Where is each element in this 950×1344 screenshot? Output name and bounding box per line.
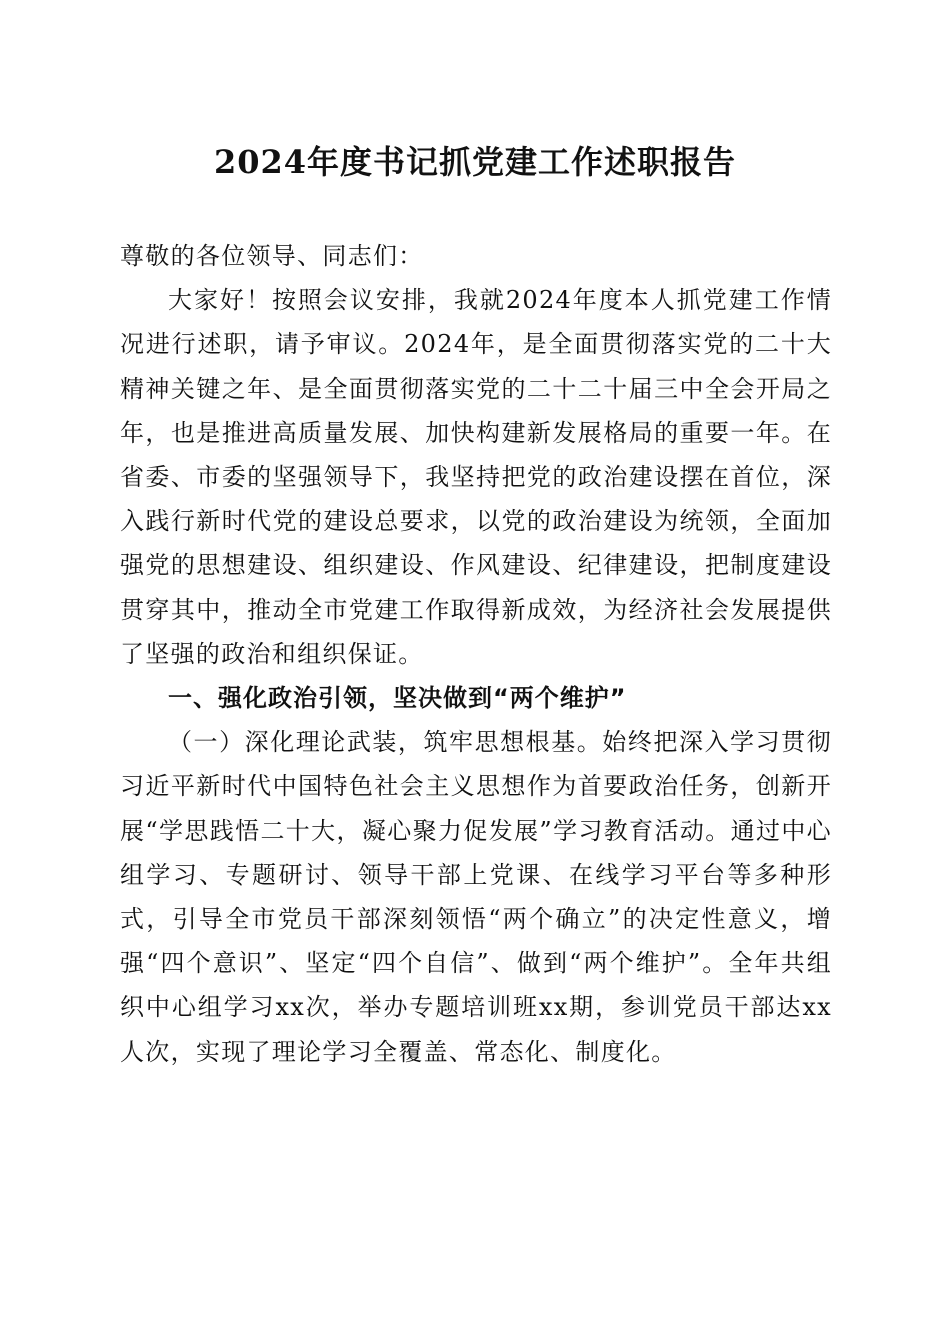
section-heading-1: 一、强化政治引领，坚决做到“两个维护”	[168, 684, 627, 713]
salutation: 尊敬的各位领导、同志们：	[120, 242, 424, 270]
document-title: 2024年度书记抓党建工作述职报告	[213, 143, 737, 181]
document-body	[120, 234, 832, 1074]
section-1-paragraph-1: （一）深化理论武装，筑牢思想根基。始终把深入学习贯彻习近平新时代中国特色社会主义思想作为首要政治任务，创新开展“学思践悟二十大，凝心聚力促发展”学习教育活动。通过中心组学习、专题研讨、领导干部上党课、在线学习平台等多种形式，引导全市党员干部深刻领悟“两个确立”的决定性意义，增强“四个意识”、坚定“四个自信”、做到“两个维护”。全年共组织中心组学习xx次，举办专题培训班xx期，参训党员干部达xx人次，实现了理论学习全覆盖、常态化、制度化。	[120, 728, 832, 1066]
intro-paragraph: 大家好！按照会议安排，我就2024年度本人抓党建工作情况进行述职，请予审议。2024年，是全面贯彻落实党的二十大精神关键之年、是全面贯彻落实党的二十二十届三中全会开局之年，也是推进高质量发展、加快构建新发展格局的重要一年。在省委、市委的坚强领导下，我坚持把党的政治建设摆在首位，深入践行新时代党的建设总要求，以党的政治建设为统领，全面加强党的思想建设、组织建设、作风建设、纪律建设，把制度建设贯穿其中，推动全市党建工作取得新成效，为经济社会发展提供了坚强的政治和组织保证。	[120, 286, 832, 668]
